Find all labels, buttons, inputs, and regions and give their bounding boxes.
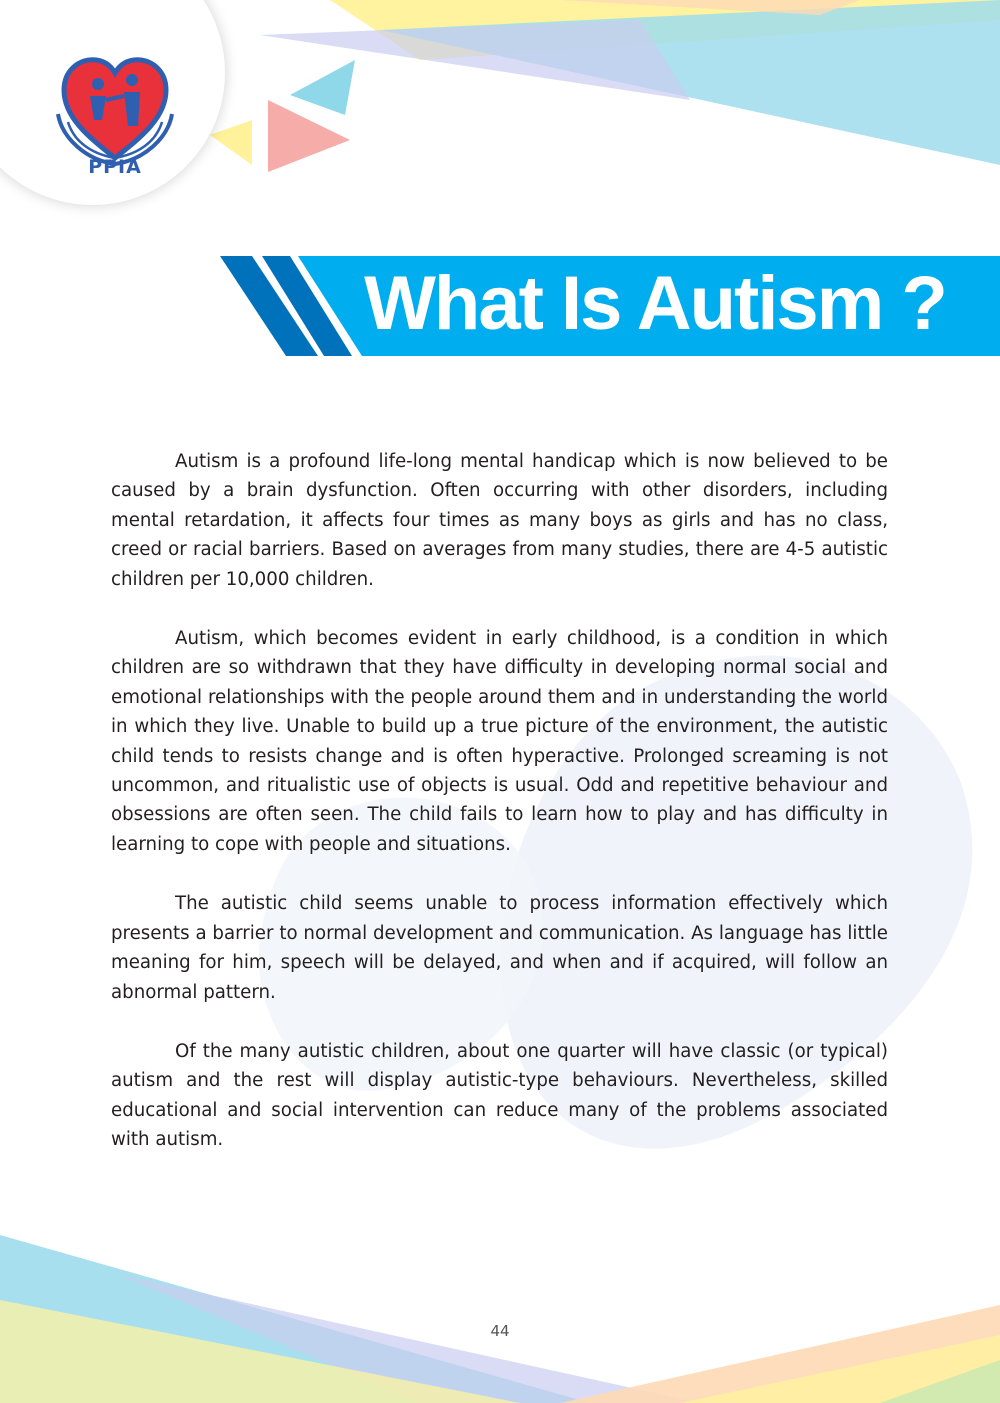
paragraph: Autism, which becomes evident in early childhood, is a condition in which children are so withdrawn that they have difficulty in developing normal social and emotional relationships with the people around them and in understanding the world in which they live. Unable to build up a true picture of the environment, the autistic child tends to resists change and is often hyperactive. Prolonged screaming is not uncommon, and ritualistic use of objects is usual. Odd and repetitive behaviour and obsessions are often seen. The child fails to learn how to play and has difficulty in learning to cope with people and situations. xyxy=(111,628,888,855)
logo-text: PPIA xyxy=(88,156,142,178)
article-body xyxy=(111,447,888,1185)
page-number: 44 xyxy=(490,1322,510,1340)
paragraph: Autism is a profound life-long mental handicap which is now believed to be caused by a brain dysfunction. Often occurring with other disorders, including mental retardation, it affects four times as many boys as girls and has no class, creed or racial barriers. Based on averages from many studies, there are 4-5 autistic children per 10,000 children. xyxy=(111,451,888,590)
paragraph: Of the many autistic children, about one quarter will have classic (or typical) autism and the rest will display autistic-type behaviours. Nevertheless, skilled educational and social intervention can reduce many of the problems associated with autism. xyxy=(111,1040,888,1151)
yellow-triangle xyxy=(210,120,252,165)
paragraph: The autistic child seems unable to process information effectively which presents a barrier to normal development and communication. As language has little meaning for him, speech will be delayed, and when and if acquired, will follow an abnormal pattern. xyxy=(111,893,888,1003)
page-title: What Is Autism ? xyxy=(364,261,946,346)
blue-triangle xyxy=(290,60,355,115)
